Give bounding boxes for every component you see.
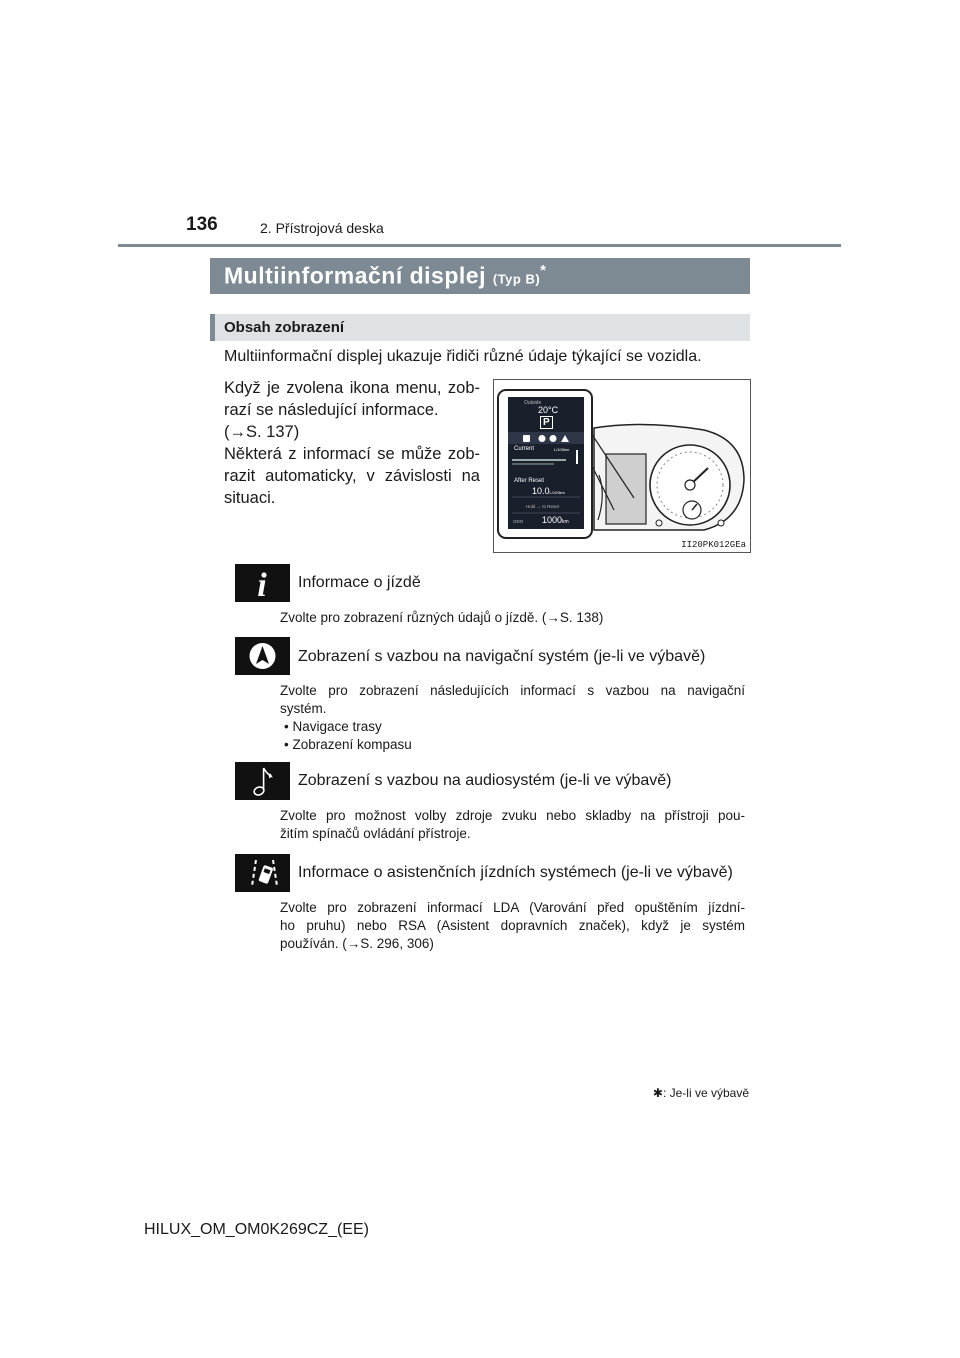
body-line: žitím spínačů ovládání přístroje. bbox=[280, 826, 471, 841]
subheading-accent bbox=[210, 314, 215, 341]
screen-after-reset-label: After Reset bbox=[514, 478, 545, 484]
body-line: systém. bbox=[280, 701, 327, 716]
bullet-item: • Navigace trasy bbox=[284, 719, 382, 734]
screen-odo-number: 1000 bbox=[542, 515, 563, 525]
intro-text: Multiinformační displej ukazuje řidiči různé údaje týkající se vozidla. bbox=[224, 348, 702, 365]
document-code: HILUX_OM_OM0K269CZ_(EE) bbox=[144, 1221, 369, 1238]
screen-temperature: 20°C bbox=[538, 405, 559, 415]
screen-after-reset-unit: L/100km bbox=[549, 490, 565, 495]
item-title-audio: Zobrazení s vazbou na audiosystém (je-li ve výbavě) bbox=[298, 772, 672, 789]
instrument-cluster-figure bbox=[493, 379, 751, 553]
body-line: Zvolte pro možnost volby zdroje zvuku nebo skladby na přístroji pou- bbox=[280, 808, 745, 823]
screen-odo-unit: km bbox=[562, 519, 569, 525]
figure-code: II20PK012GEa bbox=[681, 540, 746, 550]
driving-assist-glyph bbox=[235, 854, 290, 892]
bullet-item: • Zobrazení kompasu bbox=[284, 737, 412, 752]
item-body-navigation bbox=[280, 682, 745, 754]
title-type: (Typ B) bbox=[492, 271, 541, 287]
driving-assist-icon bbox=[235, 854, 290, 892]
screen-after-reset-number: 10.0 bbox=[532, 486, 550, 496]
item-title-assist: Informace o asistenčních jízdních systémech (je-li ve výbavě) bbox=[298, 864, 733, 881]
info-i-icon bbox=[235, 564, 290, 602]
header-rule bbox=[118, 244, 841, 247]
subheading: Obsah zobrazení bbox=[224, 319, 345, 336]
music-note-glyph bbox=[235, 762, 290, 800]
screen-current-label: Current bbox=[514, 446, 535, 452]
screen-odo-label: ODO bbox=[513, 519, 524, 524]
navigation-arrow-icon bbox=[235, 637, 290, 675]
paragraph-line: razí se následující informace. bbox=[224, 401, 439, 419]
page-title bbox=[224, 262, 547, 290]
body-line: Zvolte pro zobrazení různých údajů o jízdě. (→S. 138) bbox=[280, 610, 604, 625]
info-i-glyph bbox=[235, 564, 290, 602]
body-line: ho pruhu) nebo RSA (Asistent dopravních značek), když je systém bbox=[280, 918, 745, 933]
section-title: 2. Přístrojová deska bbox=[260, 220, 384, 236]
screen-hold-reset: Hold → to Reset bbox=[526, 504, 560, 509]
screen-odo-value bbox=[542, 515, 569, 525]
body-line: Zvolte pro zobrazení následujících informací s vazbou na navigační bbox=[280, 683, 745, 698]
title-text: Multiinformační displej bbox=[224, 262, 486, 289]
screen-gear: P bbox=[540, 416, 553, 429]
footnote: ✱: Je-li ve výbavě bbox=[652, 1086, 749, 1100]
paragraph-line: razit automaticky, v závislosti na bbox=[224, 467, 480, 485]
item-body-audio bbox=[280, 807, 745, 843]
navigation-glyph bbox=[235, 637, 290, 675]
paragraph-line: Některá z informací se může zob- bbox=[224, 445, 480, 463]
item-title-trip: Informace o jízdě bbox=[298, 574, 421, 591]
paragraph-line: (→S. 137) bbox=[224, 423, 300, 441]
title-asterisk: * bbox=[540, 262, 547, 279]
item-body-assist bbox=[280, 899, 745, 953]
paragraph-line: situaci. bbox=[224, 489, 276, 507]
body-line: používán. (→S. 296, 306) bbox=[280, 936, 434, 951]
screen-outside-label: Outside bbox=[524, 400, 542, 406]
body-line: Zvolte pro zobrazení informací LDA (Varování před opuštěním jízdní- bbox=[280, 900, 745, 915]
item-title-navigation: Zobrazení s vazbou na navigační systém (je-li ve výbavě) bbox=[298, 648, 706, 665]
screen-current-unit: L/100km bbox=[554, 447, 570, 452]
music-note-icon bbox=[235, 762, 290, 800]
item-body-trip bbox=[280, 609, 745, 627]
paragraph-line: Když je zvolena ikona menu, zob- bbox=[224, 379, 480, 397]
menu-paragraph bbox=[224, 377, 480, 509]
screen-after-reset-value bbox=[532, 486, 565, 496]
page-number: 136 bbox=[186, 214, 218, 235]
svg-text:i: i bbox=[257, 567, 267, 602]
